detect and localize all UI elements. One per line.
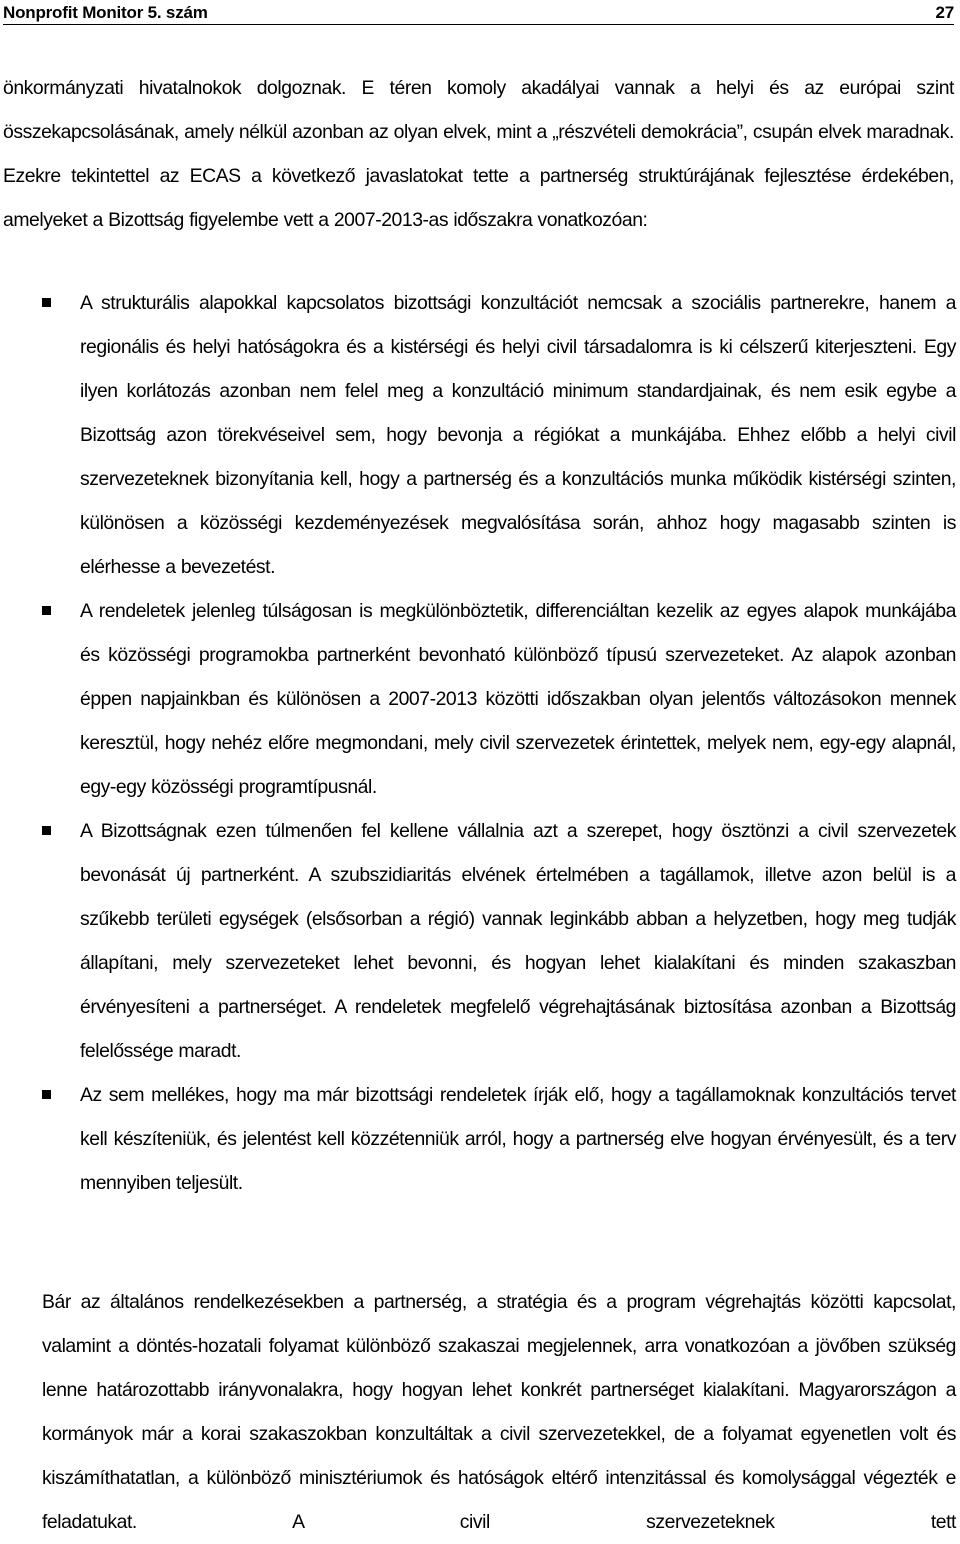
recommendation-list [42, 281, 956, 1205]
closing-paragraph: Bár az általános rendelkezésekben a partnerség, a stratégia és a program végrehajtás közötti kapcsolat, valamint a döntés-hozatali folyamat különböző szakaszai megjelennek, arra vonatkozóan a jövőben szükség lenne határozottabb irányvonalakra, hogy hogyan lehet konkrét partnerséget kialakítani. Magyarországon a kormányok már a korai szakaszokban konzultáltak a civil szervezetekkel, de a folyamat egyenetlen volt és kiszámíthatatlan, a különböző minisztériumok és hatóságok eltérő intenzitással és komolysággal végezték e feladatukat. A civil szervezeteknek tett [42, 1291, 956, 1533]
list-item [42, 1073, 956, 1205]
square-bullet-icon [42, 1090, 51, 1099]
page-number: 27 [935, 3, 954, 22]
square-bullet-icon [42, 606, 51, 615]
list-item [42, 589, 956, 809]
list-item-text: A Bizottságnak ezen túlmenően fel kellene vállalnia azt a szerepet, hogy ösztönzi a civil szervezetek bevonását új partnerként. A szubszidiaritás elvének értelmében a tagállamok, illetve azon belül is a szűkebb területi egységek (elsősorban a régió) vannak leginkább abban a helyzetben, hogy meg tudják állapítani, mely szervezeteket lehet bevonni, és hogyan lehet kialakítani és minden szakaszban érvényesíteni a partnerséget. A rendeletek megfelelő végrehajtásának biztosítása azonban a Bizottság felelőssége maradt. [80, 820, 956, 1062]
list-item [42, 281, 956, 589]
list-item-text: A rendeletek jelenleg túlságosan is megkülönböztetik, differenciáltan kezelik az egyes alapok munkájába és közösségi programokba partnerként bevonható különböző típusú szervezeteket. Az alapok azonban éppen napjainkban és különösen a 2007-2013 közötti időszakban olyan jelentős változásokon mennek keresztül, hogy nehéz előre megmondani, mely civil szervezetek érintettek, melyek nem, egy-egy alapnál, egy-egy közösségi programtípusnál. [80, 600, 956, 798]
square-bullet-icon [42, 826, 51, 835]
list-item-text: A strukturális alapokkal kapcsolatos bizottsági konzultációt nemcsak a szociális partnerekre, hanem a regionális és helyi hatóságokra és a kistérségi és helyi civil társadalomra is ki célszerű kiterjeszteni. Egy ilyen korlátozás azonban nem felel meg a konzultáció minimum standardjainak, és nem esik egybe a Bizottság azon törekvéseivel sem, hogy bevonja a régiókat a munkájába. Ehhez előbb a helyi civil szervezeteknek bizonyítania kell, hogy a partnerség és a konzultációs munka működik kistérségi szinten, különösen a közösségi kezdeményezések megvalósítása során, ahhoz hogy magasabb szinten is elérhesse a bevezetést. [80, 292, 956, 578]
square-bullet-icon [42, 298, 51, 307]
list-item-text: Az sem mellékes, hogy ma már bizottsági rendeletek írják elő, hogy a tagállamoknak konzultációs tervet kell készíteniük, és jelentést kell közzétenniük arról, hogy a partnerség elve hogyan érvényesült, és a terv mennyiben teljesült. [80, 1084, 956, 1194]
intro-paragraph: önkormányzati hivatalnokok dolgoznak. E téren komoly akadályai vannak a helyi és az európai szint összekapcsolásának, amely nélkül azonban az olyan elvek, mint a „részvételi demokrácia”, csupán elvek maradnak. Ezekre tekintettel az ECAS a következő javaslatokat tette a partnerség struktúrájának fejlesztése érdekében, amelyeket a Bizottság figyelembe vett a 2007-2013-as időszakra vonatkozóan: [3, 77, 954, 231]
journal-title: Nonprofit Monitor 5. szám [3, 3, 208, 22]
running-header [3, 2, 954, 25]
list-item [42, 809, 956, 1073]
